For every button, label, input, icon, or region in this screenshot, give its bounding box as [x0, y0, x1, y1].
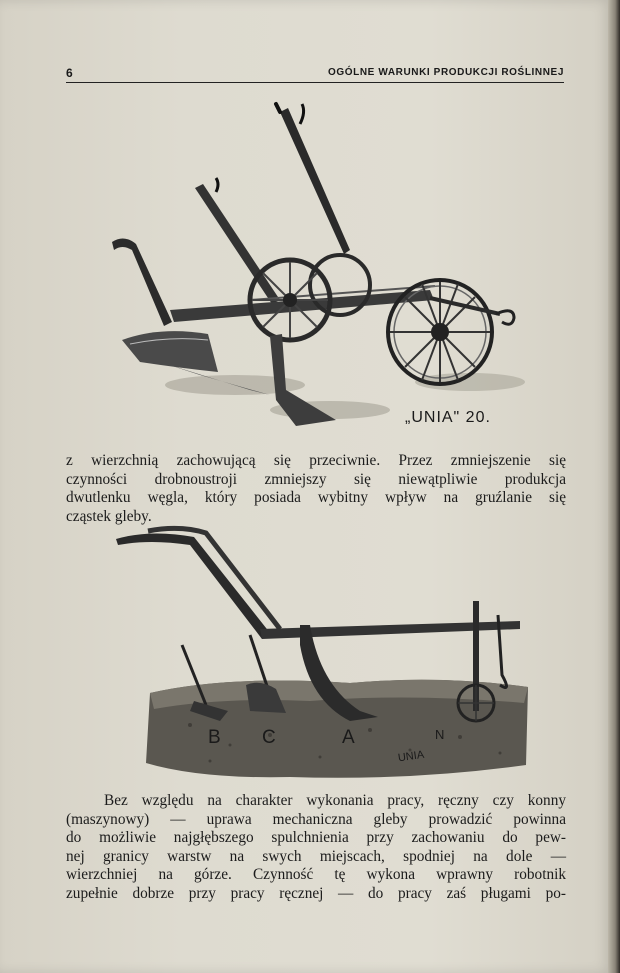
- plough-illustration: [100, 100, 540, 440]
- paragraph-2: [66, 792, 566, 904]
- text-line: Bez względu na charakter wykonania pracy, ręczny czy konny: [104, 792, 566, 809]
- paragraph-1: [66, 452, 566, 526]
- text-line: (maszynowy) — uprawa mechaniczna gleby prowadzić powinna: [66, 810, 566, 828]
- page-number: 6: [66, 66, 73, 80]
- running-head: OGÓLNE WARUNKI PRODUKCJI ROŚLINNEJ: [328, 67, 564, 78]
- label-c: C: [262, 727, 276, 748]
- figure-two-furrow-plough: [100, 100, 540, 440]
- plough-soil-illustration: [110, 525, 540, 785]
- unia-stamp: UNIA: [397, 748, 425, 765]
- text-line: nej granicy warstw na swych miejscach, spodniej na dole —: [66, 847, 566, 865]
- text-line: zupełnie dobrze przy pracy ręcznej — do pracy zaś pługami po-: [66, 884, 566, 902]
- label-b: B: [208, 727, 221, 748]
- text-line: dwutlenku węgla, który posiada wybitny wpływ na gruźlanie się: [66, 489, 566, 507]
- page-edge: [608, 0, 620, 973]
- text-line: cząstek gleby.: [66, 507, 152, 525]
- text-line: do możliwie najgłębszego spulchnienia przy zachowaniu do pew-: [66, 829, 566, 847]
- figure1-caption: „UNIA" 20.: [405, 409, 491, 426]
- text-line: czynności drobnoustroji zmniejszy się niewątpliwie produkcja: [66, 470, 566, 488]
- label-a: A: [342, 727, 355, 748]
- page-header: [66, 64, 564, 83]
- text-line: wierzchniej na górze. Czynność tę wykona wprawny robotnik: [66, 866, 566, 884]
- figure-single-plough-soil-section: [110, 525, 540, 785]
- label-n: N: [435, 727, 445, 742]
- text-line: z wierzchnią zachowującą się przeciwnie. Przez zmniejszenie się: [66, 452, 566, 469]
